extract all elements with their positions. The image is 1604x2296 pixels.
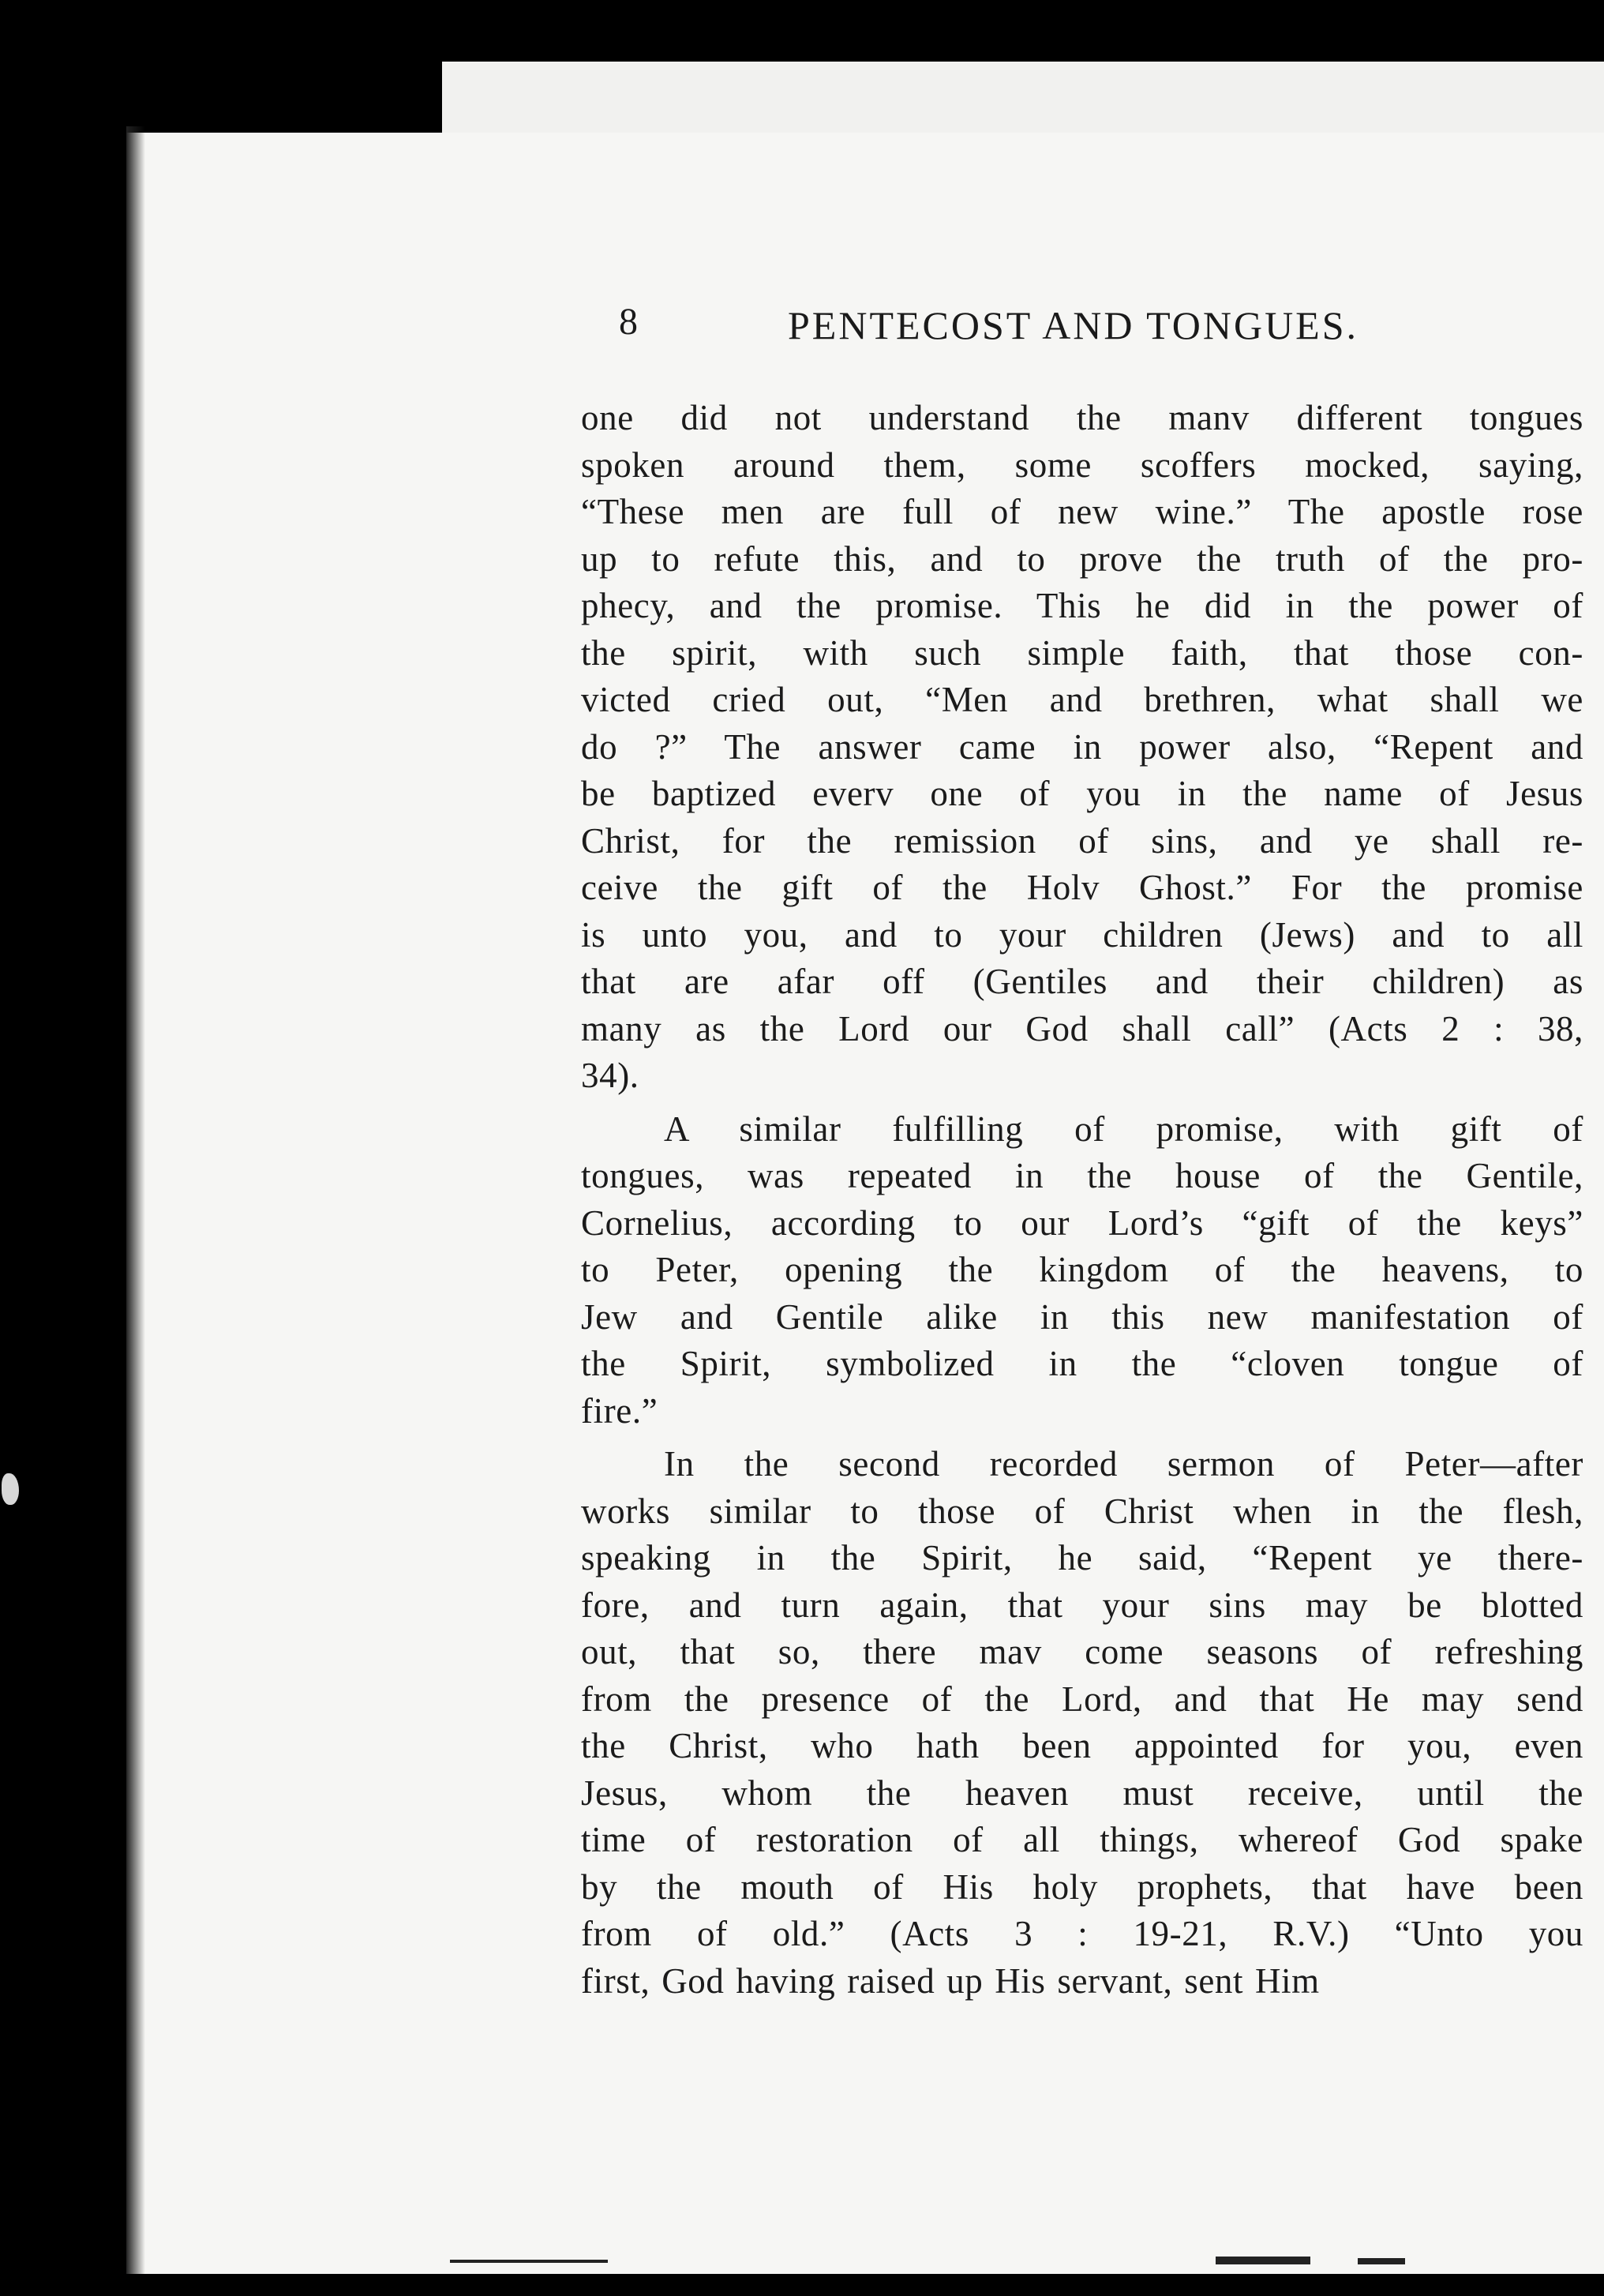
text-line: Christ, for the remission of sins, and ye shall re- [581,820,1583,861]
running-head: PENTECOST AND TONGUES. [788,303,1359,347]
text-line: from the presence of the Lord, and that He may send [581,1679,1583,1719]
text-line: fire.” [581,1390,658,1431]
text-line: time of restoration of all things, whereof God spake [581,1820,1583,1859]
text-line: out, that so, there mav come seasons of refreshing [581,1632,1583,1671]
bottom-edge-marks [442,2255,1604,2279]
text-line: is unto you, and to your children (Jews) and to all [581,914,1583,955]
text-line: Jew and Gentile alike in this new manifestation of [581,1296,1583,1337]
paragraph [581,1441,1604,2005]
text-line: first, God having raised up His servant, sent Him [581,1960,1320,2001]
text-line: that are afar off (Gentiles and their children) as [581,962,1583,1001]
text-line: spoken around them, some scoffers mocked, saying, [581,445,1583,485]
page-header [619,298,1503,362]
paragraph [581,395,1604,1100]
text-line: do ?” The answer came in power also, “Repent and [581,726,1583,767]
text-line: fore, and turn again, that your sins may be blotted [581,1585,1583,1625]
text-line: up to refute this, and to prove the truth of the pro- [581,538,1583,579]
text-line: tongues, was repeated in the house of the Gentile, [581,1156,1583,1195]
text-line: Jesus, whom the heaven must receive, until the [581,1773,1583,1813]
paragraph [581,1106,1604,1435]
text-line: from of old.” (Acts 3 : 19-21, R.V.) “Unto you [581,1914,1583,1953]
page-edge-shadow [126,126,145,2274]
text-line: victed cried out, “Men and brethren, what shall we [581,680,1583,719]
text-line: by the mouth of His holy prophets, that have been [581,1866,1583,1907]
text-line: be baptized everv one of you in the name of Jesus [581,774,1583,813]
left-margin-smudge [2,1473,19,1505]
text-line: the Spirit, symbolized in the “cloven tongue of [581,1344,1583,1383]
text-line: speaking in the Spirit, he said, “Repent ye there- [581,1538,1583,1578]
text-line: to Peter, opening the kingdom of the heavens, to [581,1250,1583,1289]
text-line: the Christ, who hath been appointed for you, even [581,1726,1583,1765]
text-line: the spirit, with such simple faith, that those con- [581,632,1583,673]
text-line: phecy, and the promise. This he did in the power of [581,586,1583,625]
text-line: A similar fulfilling of promise, with gift of [664,1109,1583,1149]
page-number: 8 [619,301,638,343]
text-line: 34). [581,1056,639,1095]
text-line: ceive the gift of the Holv Ghost.” For the promise [581,868,1583,907]
text-line: works similar to those of Christ when in the flesh, [581,1491,1583,1531]
text-line: In the second recorded sermon of Peter—after [664,1444,1583,1484]
text-line: many as the Lord our God shall call” (Acts 2 : 38, [581,1008,1583,1049]
body-text [581,395,1604,2005]
text-line: “These men are full of new wine.” The apostle rose [581,492,1583,531]
text-line: one did not understand the manv different tongues [581,398,1583,437]
text-line: Cornelius, according to our Lord’s “gift of the keys” [581,1202,1583,1243]
